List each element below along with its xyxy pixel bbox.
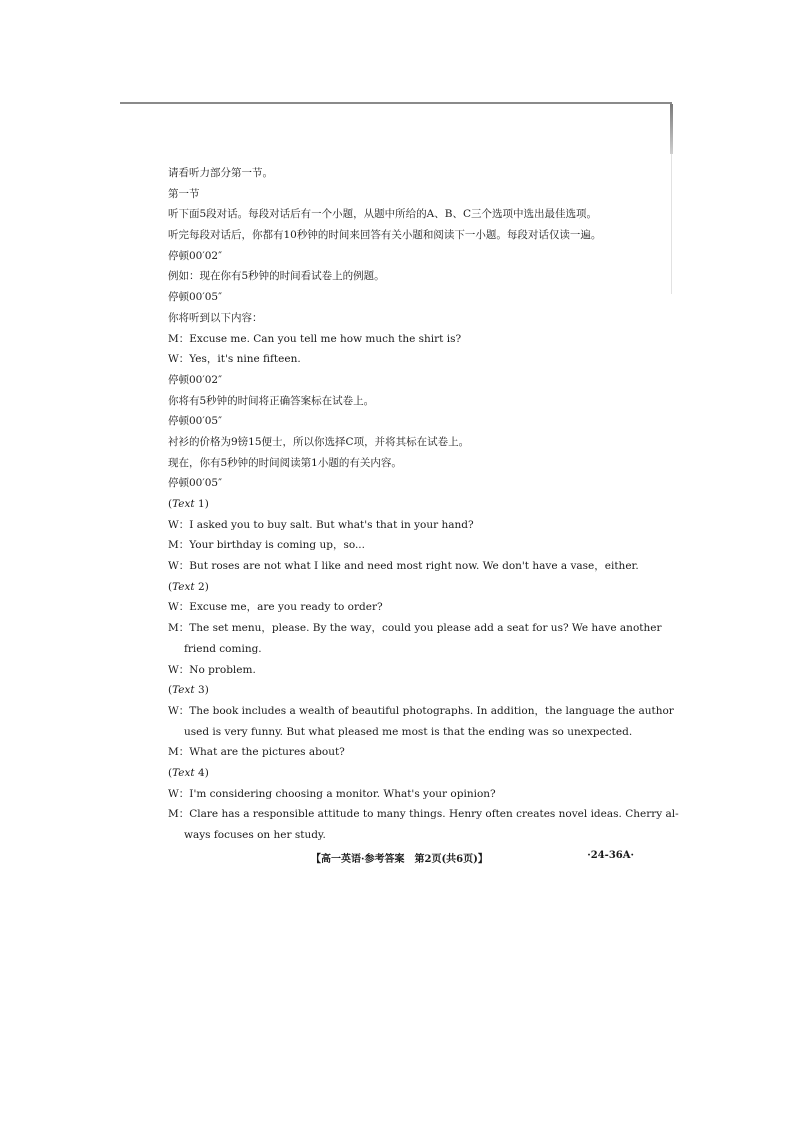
transcript-body [168,163,679,846]
transcript-line: W：I'm considering choosing a monitor. What's your opinion? [168,787,496,800]
text-section-label: (Text 2) [168,580,209,593]
text-section-label: (Text 1) [168,498,209,510]
transcript-line: 停顿00′05″ [168,477,223,490]
transcript-line: M：Clare has a responsible attitude to many things. Henry often creates novel ideas. Cherry al- [168,808,679,821]
transcript-line: M：Excuse me. Can you tell me how much the shirt is? [168,332,462,345]
transcript-line: 听完每段对话后，你都有10秒钟的时间来回答有关小题和阅读下一小题。每段对话仅读一遍。 [168,229,602,242]
scan-top-border [120,102,672,104]
transcript-line: 例如：现在你有5秒钟的时间看试卷上的例题。 [168,270,385,283]
transcript-line: 停顿00′05″ [168,415,223,428]
footer-code: ·24-36A· [587,850,634,861]
transcript-line: W：I asked you to buy salt. But what's that in your hand? [168,518,474,531]
transcript-line: W：Excuse me，are you ready to order? [168,601,383,614]
text-section-label: (Text 3) [168,684,209,697]
transcript-line: 停顿00′02″ [168,249,223,262]
scan-right-edge-faint [671,154,672,294]
transcript-line: M：The set menu，please. By the way，could you please add a seat for us? We have another [168,622,662,635]
transcript-line: W：Yes，it's nine fifteen. [168,353,301,366]
transcript-line: W：But roses are not what I like and need most right now. We don't have a vase，either. [168,560,639,573]
transcript-line: M：What are the pictures about? [168,746,345,759]
transcript-line-continuation: ways focuses on her study. [184,829,326,841]
transcript-line: 听下面5段对话。每段对话后有一个小题，从题中所给的A、B、C三个选项中选出最佳选项。 [168,208,598,221]
transcript-line: M：Your birthday is coming up，so... [168,539,365,552]
transcript-line: 请看听力部分第一节。 [168,167,273,179]
page-footer [168,850,634,868]
transcript-line: 停顿00′02″ [168,373,223,386]
transcript-line: 你将有5秒钟的时间将正确答案标在试卷上。 [168,394,375,407]
transcript-line-continuation: used is very funny. But what pleased me most is that the ending was so unexpected. [184,725,633,738]
transcript-line: 现在，你有5秒钟的时间阅读第1小题的有关内容。 [168,456,402,469]
transcript-line: W：No problem. [168,663,256,676]
scan-right-edge [670,104,673,154]
text-section-label: (Text 4) [168,766,209,779]
transcript-line: 你将听到以下内容： [168,311,263,324]
transcript-line: W：The book includes a wealth of beautiful photographs. In addition，the language the author [168,704,674,717]
transcript-line: 衬衫的价格为9镑15便士，所以你选择C项，并将其标在试卷上。 [168,435,470,448]
footer-title: 【高一英语·参考答案 第2页(共6页)】 [311,854,488,865]
transcript-line-continuation: friend coming. [184,642,262,655]
transcript-line: 第一节 [168,187,200,200]
transcript-line: 停顿00′05″ [168,291,223,304]
